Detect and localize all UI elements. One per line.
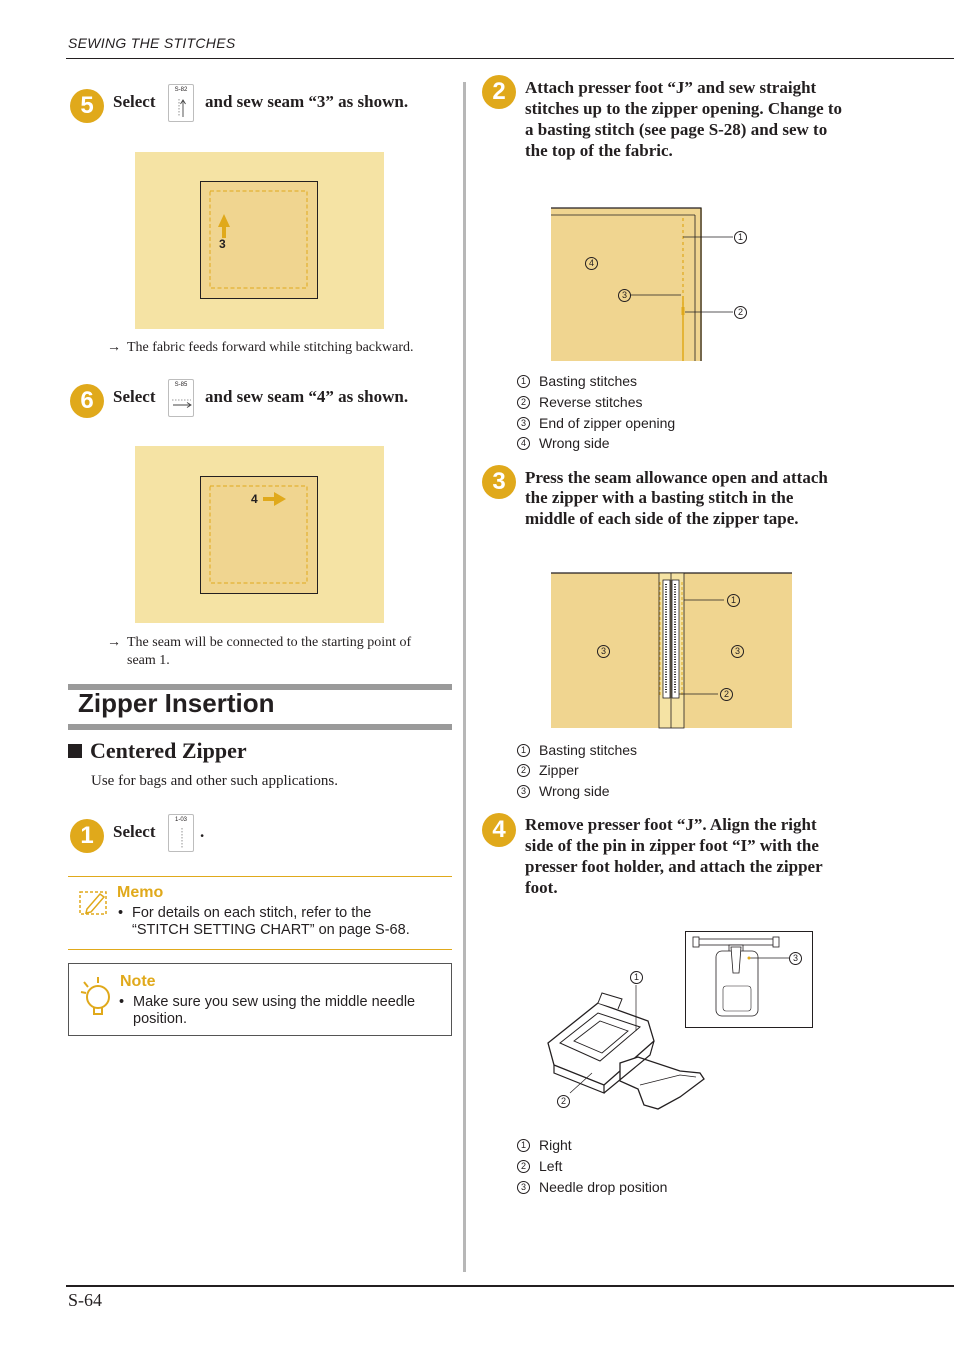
- note-line1: Make sure you sew using the middle needle: [133, 994, 416, 1010]
- legend-item: [517, 433, 675, 453]
- stitch-up-arrow-icon: [169, 95, 195, 121]
- legend-item: [517, 781, 637, 801]
- stitch-key-code: S-82: [174, 87, 188, 93]
- foot-callout-1: 1: [630, 971, 643, 984]
- step-1-select-label: Select: [113, 822, 156, 841]
- stitch-key-s82[interactable]: [168, 84, 194, 122]
- legend-label: Right: [539, 1137, 572, 1153]
- zipper-callout-1: 1: [727, 594, 740, 607]
- needle-callout-3: 3: [789, 952, 802, 965]
- legend-number: 1: [517, 1139, 530, 1152]
- step-6-result-arrow: →: [107, 635, 121, 650]
- legend-label: End of zipper opening: [539, 415, 676, 431]
- step-2-legend: [517, 371, 675, 453]
- step-3-badge: 3: [482, 465, 516, 499]
- memo-pencil-icon: [78, 888, 110, 916]
- legend-number: 4: [517, 437, 530, 450]
- legend-label: Basting stitches: [539, 373, 638, 389]
- legend-item: [517, 392, 675, 412]
- legend-number: 3: [517, 785, 530, 798]
- step-3-line2: the zipper with a basting stitch in the: [525, 488, 794, 507]
- legend-label: Needle drop position: [539, 1179, 668, 1195]
- section-title: Zipper Insertion: [78, 688, 275, 718]
- legend-item: [517, 760, 637, 780]
- seam-4-arrow-icon: [263, 497, 275, 501]
- note-lightbulb-icon: [79, 974, 113, 1020]
- step-4-line2: side of the pin in zipper foot “I” with the: [525, 836, 819, 855]
- legend-item: [517, 371, 675, 391]
- zipper-diagram: [550, 572, 794, 730]
- stitch-key-s85[interactable]: [168, 379, 194, 417]
- memo-title: Memo: [117, 884, 164, 901]
- step-5-badge: 5: [70, 89, 104, 123]
- callout-4: 4: [585, 257, 598, 270]
- subsection-description: Use for bags and other such applications.: [91, 773, 339, 789]
- square-bullet-icon: [68, 744, 82, 758]
- step-4-line4: foot.: [525, 878, 558, 897]
- zipper-callout-3-right: 3: [731, 645, 744, 658]
- legend-item: [517, 413, 675, 433]
- basting-stitch-diagram: [550, 206, 750, 362]
- page-number: S-64: [68, 1290, 103, 1310]
- callout-3: 3: [618, 289, 631, 302]
- step-3-line3: middle of each side of the zipper tape.: [525, 509, 799, 528]
- callout-2: 2: [734, 306, 747, 319]
- step-6-result-line2: seam 1.: [127, 653, 170, 668]
- step-4-badge: 4: [482, 813, 516, 847]
- callout-1: 1: [734, 231, 747, 244]
- step-6-select-label: Select: [113, 387, 156, 406]
- straight-stitch-icon: [169, 825, 195, 851]
- legend-item: [517, 1177, 667, 1197]
- note-title: Note: [120, 973, 156, 990]
- zipper-callout-3-left: 3: [597, 645, 610, 658]
- step-2-line3: a basting stitch (see page S-28) and sew to: [525, 120, 828, 139]
- legend-number: 2: [517, 1160, 530, 1173]
- step-5-result: The fabric feeds forward while stitching backward.: [127, 340, 414, 355]
- seam-3-label: 3: [219, 237, 226, 251]
- step-1-period: .: [200, 822, 205, 841]
- step-4-legend: [517, 1135, 667, 1197]
- step-4-line1: Remove presser foot “J”. Align the right: [525, 815, 817, 834]
- legend-number: 2: [517, 764, 530, 777]
- step-6-result-line1: The seam will be connected to the starting point of: [127, 635, 412, 650]
- seam-3-diagram: [135, 152, 384, 329]
- step-2-line2: stitches up to the zipper opening. Change to: [525, 99, 843, 118]
- stitch-key-code: 1-03: [174, 817, 187, 823]
- legend-label: Left: [539, 1158, 563, 1174]
- memo-line2: “STITCH SETTING CHART” on page S-68.: [132, 922, 410, 938]
- note-bullet: •: [119, 994, 125, 1010]
- note-box: [68, 963, 452, 1036]
- legend-label: Zipper: [539, 762, 579, 778]
- subsection-heading: [68, 738, 247, 764]
- seam-4-label: 4: [251, 492, 258, 506]
- step-5-result-arrow: →: [107, 340, 121, 355]
- step-2-badge: 2: [482, 75, 516, 109]
- memo-box: [68, 876, 452, 950]
- subsection-title: Centered Zipper: [90, 738, 247, 763]
- legend-number: 3: [517, 1181, 530, 1194]
- step-3-legend: [517, 740, 637, 801]
- legend-item: [517, 1135, 667, 1155]
- legend-number: 1: [517, 744, 530, 757]
- step-6-badge: 6: [70, 384, 104, 418]
- step-1-badge: 1: [70, 819, 104, 853]
- legend-item: [517, 1156, 667, 1176]
- step-3-line1: Press the seam allowance open and attach: [525, 468, 828, 487]
- legend-label: Wrong side: [539, 783, 610, 799]
- legend-item: [517, 740, 637, 760]
- memo-bullet: •: [118, 905, 124, 921]
- stitch-right-arrow-icon: [169, 390, 195, 416]
- seam-4-diagram: [135, 446, 384, 623]
- footer-rule: [66, 1285, 954, 1287]
- memo-line1: For details on each stitch, refer to the: [132, 905, 372, 921]
- stitch-key-code: S-85: [174, 382, 188, 388]
- legend-number: 3: [517, 417, 530, 430]
- header-rule: [66, 58, 954, 59]
- note-line2: position.: [133, 1011, 188, 1027]
- legend-label: Reverse stitches: [539, 394, 643, 410]
- legend-number: 1: [517, 375, 530, 388]
- stitch-key-103[interactable]: [168, 814, 194, 852]
- step-5-select-label: Select: [113, 92, 156, 111]
- step-2-line4: the top of the fabric.: [525, 141, 673, 160]
- step-2-line1: Attach presser foot “J” and sew straight: [525, 78, 817, 97]
- foot-callout-2: 2: [557, 1095, 570, 1108]
- section-rule-bottom: [68, 724, 452, 730]
- zipper-callout-2: 2: [720, 688, 733, 701]
- column-divider: [463, 82, 466, 1272]
- legend-label: Wrong side: [539, 435, 610, 451]
- legend-number: 2: [517, 396, 530, 409]
- step-4-line3: presser foot holder, and attach the zipper: [525, 857, 823, 876]
- step-5-instruction: and sew seam “3” as shown.: [205, 92, 409, 111]
- step-6-instruction: and sew seam “4” as shown.: [205, 387, 409, 406]
- running-header: SEWING THE STITCHES: [68, 35, 236, 51]
- legend-label: Basting stitches: [539, 742, 638, 758]
